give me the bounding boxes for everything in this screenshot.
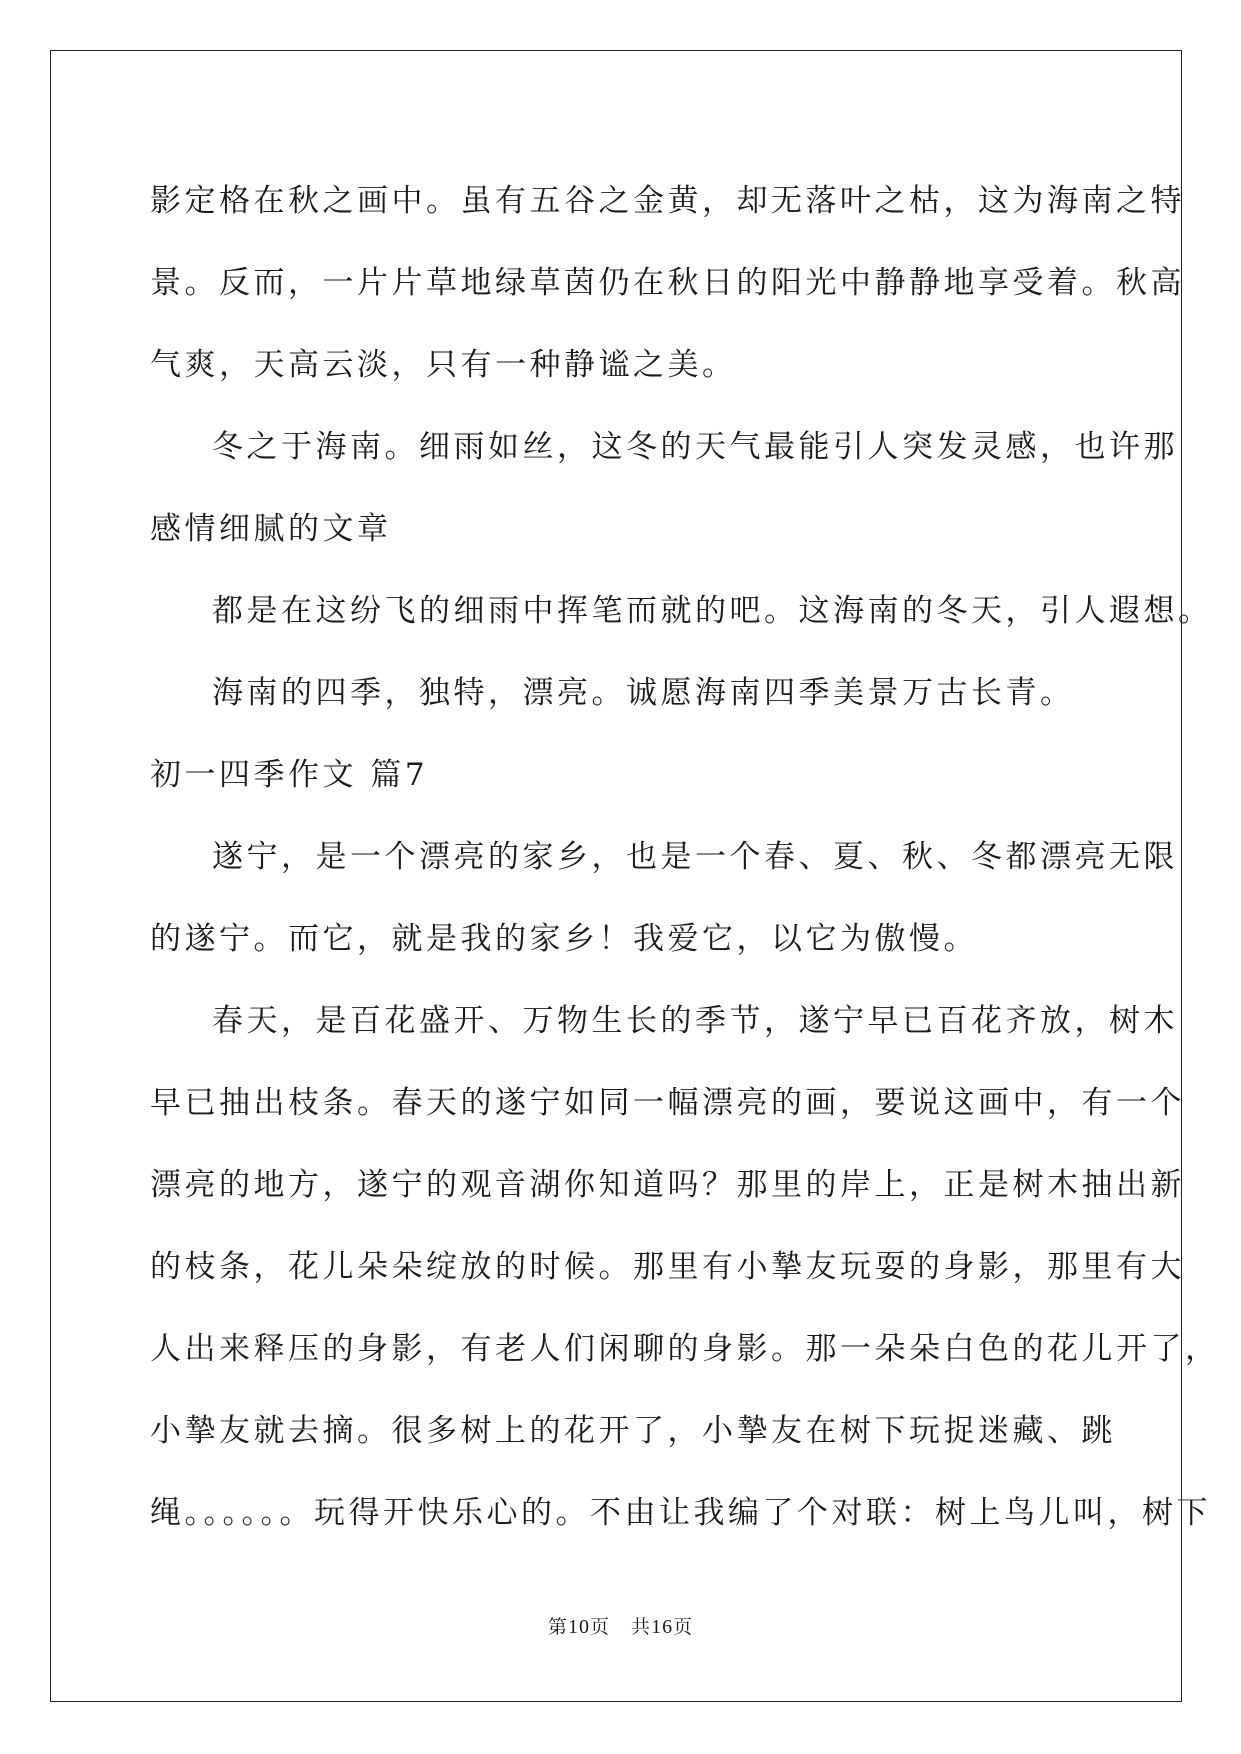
paragraph-start-line: 海南的四季，独特，漂亮。诚愿海南四季美景万古长青。 [212, 675, 1075, 711]
text-line: 影定格在秋之画中。虽有五谷之金黄，却无落叶之枯，这为海南之特 [150, 183, 1185, 219]
total-page-count: 16 [651, 1616, 674, 1638]
page-footer [0, 1612, 1241, 1639]
text-line: 的枝条，花儿朵朵绽放的时候。那里有小摯友玩耍的身影，那里有大 [150, 1249, 1185, 1285]
footer-suffix: 页 [673, 1616, 694, 1638]
document-body [150, 160, 1220, 1554]
text-line: 气爽，天高云淡，只有一种静谧之美。 [150, 347, 737, 383]
text-line: 感情细腻的文章 [150, 511, 392, 547]
text-line: 的遂宁。而它，就是我的家乡！我爱它，以它为傲慢。 [150, 921, 978, 957]
text-line: 漂亮的地方，遂宁的观音湖你知道吗？那里的岸上，正是树木抽出新 [150, 1167, 1185, 1203]
text-line: 绳。。。。。。玩得开快乐心的。不由让我编了个对联：树上鸟儿叫，树下 [150, 1495, 1211, 1531]
text-line: 早已抽出枝条。春天的遂宁如同一幅漂亮的画，要说这画中，有一个 [150, 1085, 1185, 1121]
text-line: 人出来释压的身影，有老人们闲聊的身影。那一朵朵白色的花儿开了， [150, 1331, 1220, 1367]
footer-mid: 页 共 [589, 1616, 652, 1638]
paragraph-start-line: 冬之于海南。细雨如丝，这冬的天气最能引人突发灵感，也许那 [212, 429, 1178, 465]
paragraph-start-line: 都是在这纷飞的细雨中挥笔而就的吧。这海南的冬天，引人遐想。 [212, 593, 1213, 629]
paragraph-start-line: 春天，是百花盛开、万物生长的季节，遂宁早已百花齐放，树木 [212, 1003, 1178, 1039]
text-line: 小摯友就去摘。很多树上的花开了，小摯友在树下玩捉迷藏、跳 [150, 1413, 1116, 1449]
current-page-number: 10 [567, 1616, 590, 1638]
paragraph-start-line: 遂宁，是一个漂亮的家乡，也是一个春、夏、秋、冬都漂亮无限 [212, 839, 1178, 875]
footer-prefix: 第 [547, 1616, 568, 1638]
section-heading: 初一四季作文 篇7 [150, 757, 429, 793]
text-line: 景。反而，一片片草地绿草茵仍在秋日的阳光中静静地享受着。秋高 [150, 265, 1185, 301]
